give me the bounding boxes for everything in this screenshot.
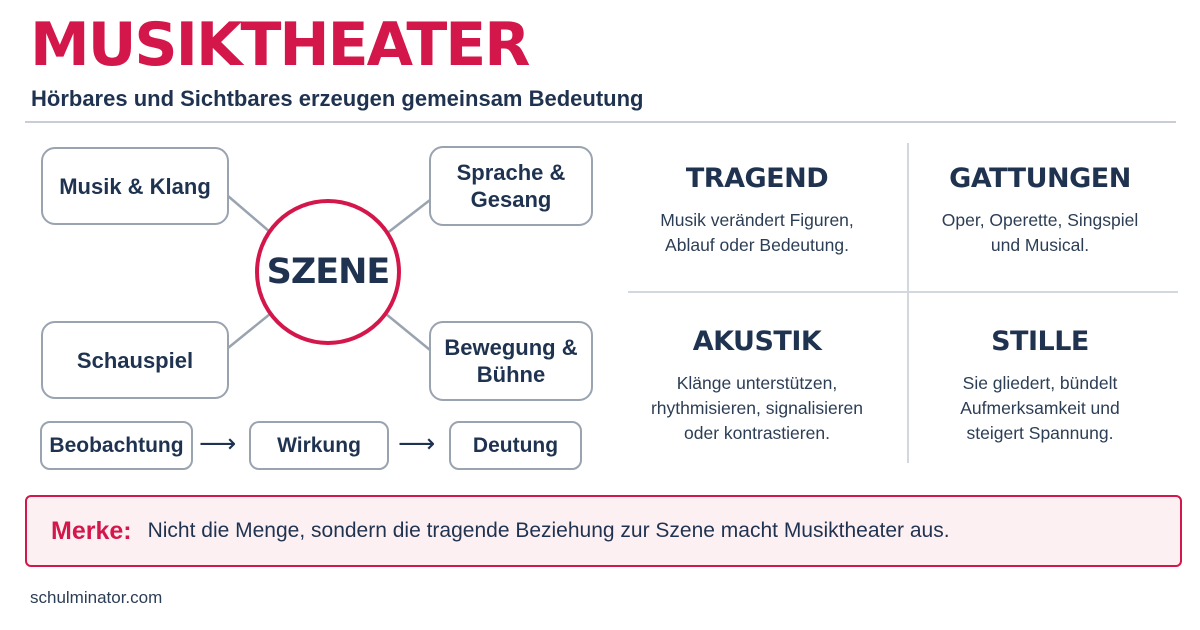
- facts-grid-horizontal-divider: [628, 291, 1178, 293]
- fact-title: GATTUNGEN: [949, 163, 1131, 194]
- fact-card-stille: [910, 325, 1170, 446]
- connector-bottom-left: [228, 314, 270, 348]
- merke-label: Merke:: [51, 516, 132, 545]
- fact-card-akustik: [627, 325, 887, 446]
- node-sprache-gesang: Sprache & Gesang: [429, 146, 593, 226]
- center-node-szene: SZENE: [255, 199, 401, 345]
- source-footer: schulminator.com: [30, 588, 163, 607]
- page-subtitle: Hörbares und Sichtbares erzeugen gemeinsam Bedeutung: [31, 86, 644, 111]
- flow-step-deutung: Deutung: [449, 421, 582, 470]
- fact-card-tragend: [627, 162, 887, 258]
- fact-text: Oper, Operette, Singspiel und Musical.: [941, 210, 1139, 255]
- fact-text: Sie gliedert, bündelt Aufmerksamkeit und steigert Spannung.: [960, 373, 1120, 443]
- connector-top-left: [228, 196, 270, 232]
- flow-step-wirkung: Wirkung: [249, 421, 389, 470]
- node-musik-klang: Musik & Klang: [41, 147, 229, 225]
- flow-step-beobachtung: Beobachtung: [40, 421, 193, 470]
- node-bewegung-buehne: Bewegung & Bühne: [429, 321, 593, 401]
- fact-text: Klänge unterstützen, rhythmisieren, signalisieren oder kontrastieren.: [650, 373, 864, 443]
- connector-top-right: [386, 200, 430, 234]
- facts-grid-vertical-divider: [907, 143, 909, 463]
- fact-card-gattungen: [910, 162, 1170, 258]
- merke-callout: [25, 495, 1182, 567]
- arrow-right-icon: ⟶: [199, 428, 237, 458]
- fact-title: AKUSTIK: [692, 326, 822, 357]
- node-schauspiel: Schauspiel: [41, 321, 229, 399]
- fact-title: STILLE: [991, 326, 1089, 357]
- page-title: MUSIKTHEATER: [30, 10, 529, 80]
- fact-text: Musik verändert Figuren, Ablauf oder Bedeutung.: [660, 210, 854, 255]
- merke-text: Nicht die Menge, sondern die tragende Beziehung zur Szene macht Musiktheater aus.: [147, 519, 950, 542]
- arrow-right-icon: ⟶: [398, 428, 436, 458]
- connector-bottom-right: [386, 314, 430, 350]
- fact-title: TRAGEND: [685, 163, 829, 194]
